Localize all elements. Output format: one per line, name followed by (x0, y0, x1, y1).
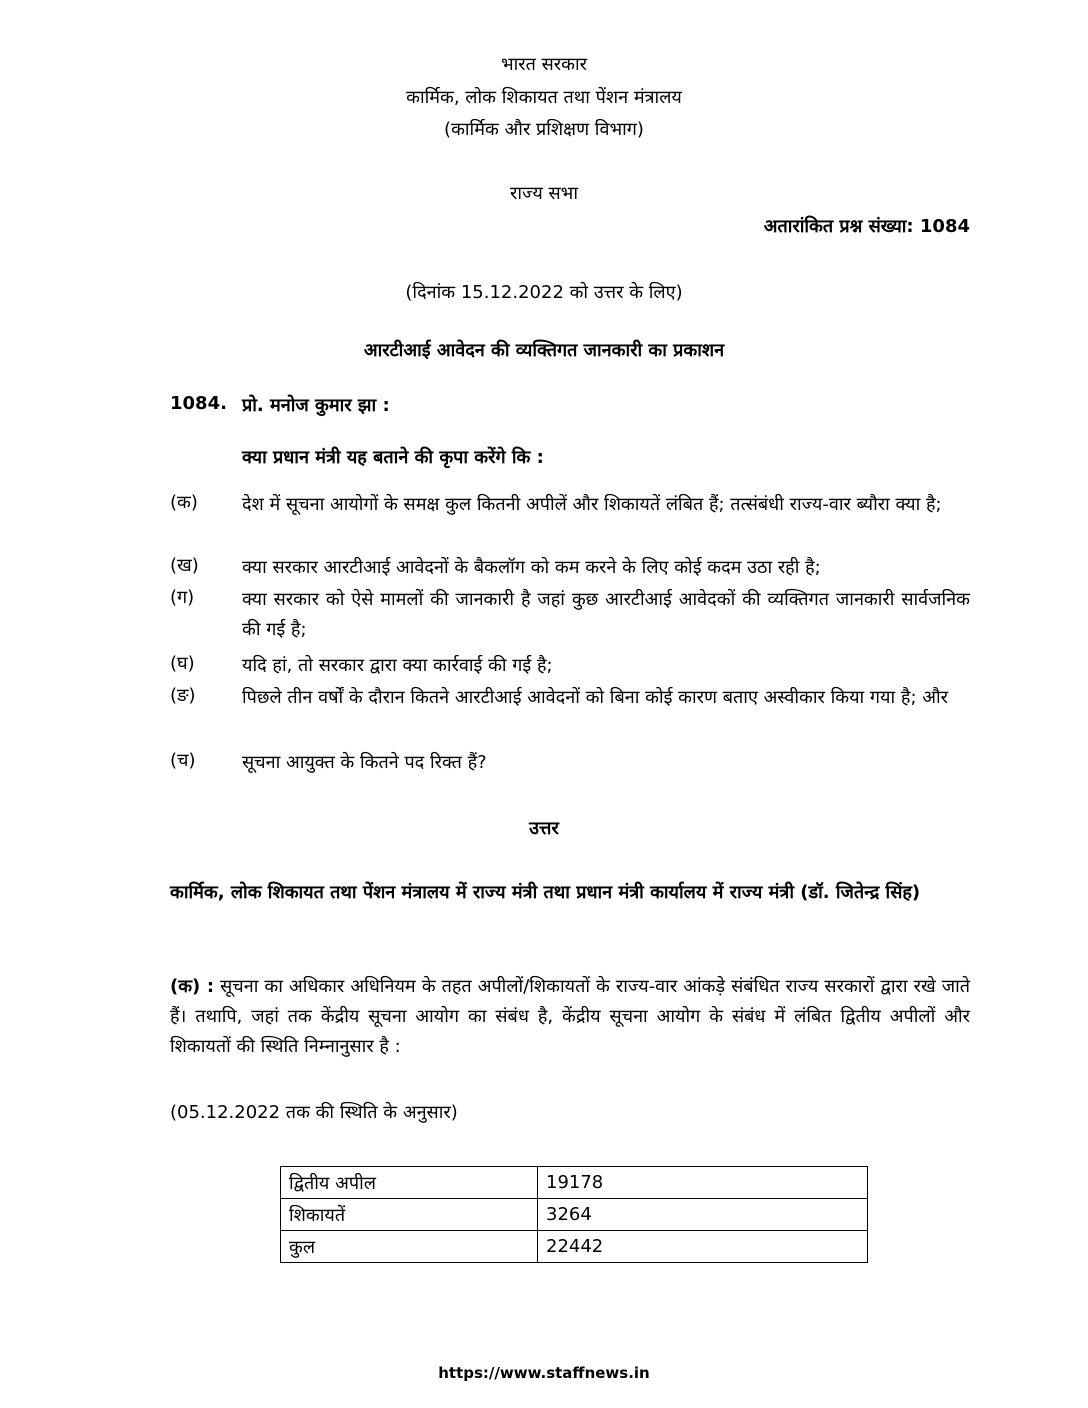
header-ministry: कार्मिक, लोक शिकायत तथा पेंशन मंत्रालय (406, 87, 682, 108)
answer-heading: उत्तर (529, 818, 559, 839)
question-part-text: क्या सरकार आरटीआई आवेदनों के बैकलॉग को कम करने के लिए कोई कदम उठा रही है; (242, 557, 821, 578)
answering-minister: कार्मिक, लोक शिकायत तथा पेंशन मंत्रालय में राज्य मंत्री तथा प्रधान मंत्री कार्यालय में राज्य मंत्री (डॉ. जितेन्द्र सिंह) (170, 882, 921, 903)
header-department: (कार्मिक और प्रशिक्षण विभाग) (444, 119, 644, 140)
answer-part-label: (क) : (170, 976, 215, 997)
table-cell-value: 19178 (538, 1167, 868, 1199)
table-row (281, 1199, 868, 1231)
question-part-text: पिछले तीन वर्षों के दौरान कितने आरटीआई आवेदनों को बिना कोई कारण बताए अस्वीकार किया गया है; और (242, 687, 949, 708)
question-part (170, 490, 970, 550)
answer-part-text: सूचना का अधिकार अधिनियम के तहत अपीलों/शिकायतों के राज्य-वार आंकड़े संबंधित राज्य सरकारों द्वारा रखे जाते हैं। तथापि, जहां तक केंद्रीय सूचना आयोग का संबंध है, केंद्रीय सूचना आयोग के संबंध में लंबित द्वितीय अपीलों और शिकायतों की स्थिति निम्नानुसार है : (170, 976, 970, 1057)
question-number: अतारांकित प्रश्न संख्या: 1084 (763, 216, 970, 237)
question-part (170, 651, 970, 681)
house-name: राज्य सभा (510, 183, 578, 204)
question-part (170, 748, 970, 778)
footer-url[interactable]: https://www.staffnews.in (438, 1364, 650, 1382)
question-part-text: यदि हां, तो सरकार द्वारा क्या कार्रवाई की गई है; (242, 655, 553, 676)
table-cell-label: द्वितीय अपील (281, 1167, 538, 1199)
table-cell-value: 3264 (538, 1199, 868, 1231)
status-note: (05.12.2022 तक की स्थिति के अनुसार) (170, 1102, 458, 1123)
question-serial: 1084. (170, 393, 227, 414)
question-part (170, 553, 970, 583)
question-part-text: देश में सूचना आयोगों के समक्ष कुल कितनी अपीलें और शिकायतें लंबित हैं; तत्संबंधी राज्य-वार ब्यौरा क्या है; (242, 494, 942, 515)
question-part (170, 585, 970, 645)
table-cell-label: कुल (281, 1231, 538, 1263)
question-subject: आरटीआई आवेदन की व्यक्तिगत जानकारी का प्रकाशन (363, 340, 725, 361)
question-part-label: (ङ) (170, 685, 196, 706)
question-intro: क्या प्रधान मंत्री यह बताने की कृपा करेंगे कि : (242, 447, 544, 468)
table-cell-value: 22442 (538, 1231, 868, 1263)
table-cell-label: शिकायतें (281, 1199, 538, 1231)
question-part-text: क्या सरकार को ऐसे मामलों की जानकारी है जहां कुछ आरटीआई आवेदकों की व्यक्तिगत जानकारी सार्वजनिक की गई है; (242, 589, 970, 640)
question-part-label: (घ) (170, 653, 195, 674)
table-row (281, 1167, 868, 1199)
question-part-label: (ग) (170, 587, 195, 608)
header-government: भारत सरकार (500, 54, 588, 75)
answer-date: (दिनांक 15.12.2022 को उत्तर के लिए) (405, 282, 683, 303)
member-name: प्रो. मनोज कुमार झा : (242, 395, 390, 416)
appeals-table (280, 1166, 868, 1263)
question-part-text: सूचना आयुक्त के कितने पद रिक्त हैं? (242, 752, 487, 773)
question-part (170, 683, 970, 743)
question-part-label: (क) (170, 492, 198, 513)
question-part-label: (ख) (170, 555, 199, 576)
question-part-label: (च) (170, 750, 196, 771)
table-row (281, 1231, 868, 1263)
answer-part-a (170, 972, 970, 1062)
